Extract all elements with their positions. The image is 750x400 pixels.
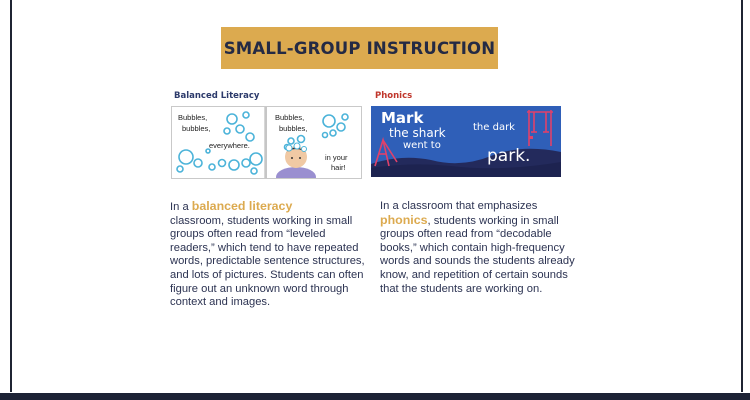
book-page-left	[172, 107, 266, 178]
left-text-lead: In a	[170, 201, 192, 213]
decodable-book-illustration	[371, 106, 561, 177]
leveled-reader-illustration	[171, 106, 362, 179]
page-frame-right	[741, 0, 743, 392]
word-the-dark: the dark	[473, 122, 515, 133]
page-title: SMALL-GROUP INSTRUCTION	[223, 38, 496, 58]
page2-line2: bubbles,	[279, 124, 308, 133]
balanced-literacy-paragraph	[170, 200, 370, 310]
bottom-bar	[0, 393, 750, 400]
balanced-literacy-highlight: balanced literacy	[191, 199, 293, 213]
book-page-right	[267, 107, 361, 178]
balanced-literacy-label: Balanced Literacy	[174, 91, 260, 101]
right-text-body: , students working in small groups often read from “decodable books,” which contain high-frequency words and sounds the students already know, and repetition of certain sounds that the students are working on.	[380, 214, 575, 295]
page1-line1: Bubbles,	[178, 113, 208, 122]
page-frame-left	[10, 0, 12, 392]
word-went-to: went to	[403, 140, 441, 151]
word-park: park.	[487, 146, 531, 166]
page2-line1: Bubbles,	[275, 113, 305, 122]
page2-line4: hair!	[331, 163, 346, 172]
page2-line3: in your	[325, 153, 348, 162]
page1-line3: everywhere.	[209, 141, 250, 150]
phonics-paragraph	[380, 200, 585, 296]
left-text-body: classroom, students working in small groups often read from “leveled readers,” which tend to have repeated words, predictable sentence structures, and lots of pictures. Students can often figure out an unknown word through context and images.	[170, 214, 365, 309]
page1-line2: bubbles,	[182, 124, 211, 133]
word-the-shark: the shark	[389, 126, 446, 140]
title-banner	[221, 27, 498, 69]
phonics-highlight: phonics	[380, 212, 428, 227]
right-text-lead: In a classroom that emphasizes	[380, 200, 538, 212]
phonics-label: Phonics	[375, 91, 413, 101]
word-mark: Mark	[381, 109, 424, 127]
